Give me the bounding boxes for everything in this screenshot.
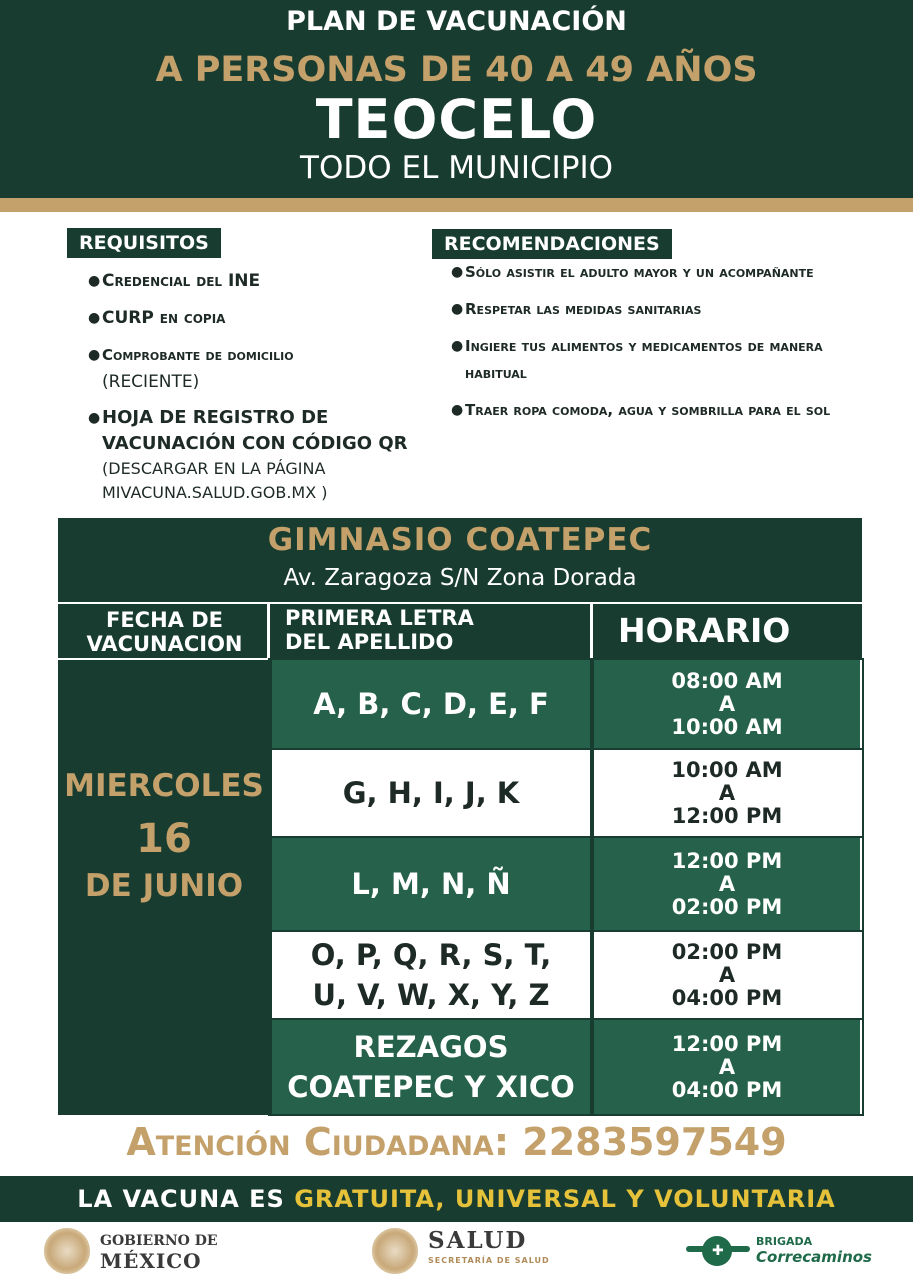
letters-cell: O, P, Q, R, S, T, U, V, W, X, Y, Z	[272, 932, 590, 1018]
citizen-attention-line	[0, 1120, 913, 1164]
schedule-table-header	[58, 604, 862, 658]
logo-strip	[0, 1222, 913, 1280]
age-group-title: A PERSONAS DE 40 A 49 AÑOS	[155, 50, 758, 90]
bullet-icon: ●	[451, 264, 464, 280]
date-month: DE JUNIO	[84, 868, 244, 904]
city-title: TEOCELO	[315, 88, 598, 151]
venue-address: Av. Zaragoza S/N Zona Dorada	[283, 565, 637, 591]
date-column-header: FECHA DE VACUNACION	[62, 604, 270, 658]
table-row	[272, 660, 862, 748]
list-item: ● CURP en copia	[88, 305, 433, 332]
letters-cell: REZAGOS COATEPEC Y XICO	[272, 1020, 590, 1114]
recomendaciones-heading: RECOMENDACIONES	[432, 229, 672, 259]
roadrunner-icon: ✚	[686, 1232, 750, 1268]
bullet-icon: ●	[451, 402, 464, 418]
time-cell: 02:00 PM A 04:00 PM	[594, 932, 860, 1018]
date-weekday: MIERCOLES	[64, 768, 264, 804]
brigada-correcaminos-logo: ✚ BRIGADA Correcaminos	[686, 1232, 872, 1268]
table-row	[272, 748, 862, 838]
table-row	[272, 838, 862, 930]
letter-column-header: PRIMERA LETRA DEL APELLIDO	[273, 604, 593, 658]
list-item: ● Comprobante de domicilio (RECIENTE)	[88, 342, 433, 395]
gobierno-mexico-logo: GOBIERNO DE MÉXICO	[44, 1228, 218, 1274]
scope-subtitle: TODO EL MUNICIPIO	[300, 150, 613, 186]
column-divider	[590, 658, 594, 1116]
letters-cell: G, H, I, J, K	[272, 750, 590, 836]
bullet-icon: ●	[451, 338, 464, 354]
recomendaciones-list	[451, 259, 871, 434]
venue-banner	[58, 518, 862, 602]
hour-column-header: HORARIO	[618, 611, 791, 650]
bullet-icon: ●	[88, 273, 101, 289]
list-item: ● HOJA DE REGISTRO DE VACUNACIÓN CON CÓDIGO QR (DESCARGAR EN LA PÁGINA MIVACUNA.SALUD.GOB.MX )	[88, 407, 408, 502]
plan-title: PLAN DE VACUNACIÓN	[286, 6, 627, 37]
time-cell: 12:00 PM A 04:00 PM	[594, 1020, 860, 1114]
bullet-icon: ●	[451, 301, 464, 317]
bullet-icon: ●	[88, 347, 101, 363]
letters-cell: L, M, N, Ñ	[272, 838, 590, 930]
header-divider	[0, 198, 913, 212]
list-item: ● Respetar las medidas sanitarias	[451, 296, 871, 323]
bullet-icon: ●	[88, 410, 101, 426]
bullet-icon: ●	[88, 310, 101, 326]
list-item: ● Sólo asistir el adulto mayor y un acompañante	[451, 259, 871, 286]
date-number: 16	[136, 816, 192, 862]
atencion-label: Atención Ciudadana:	[126, 1120, 510, 1164]
requisitos-heading: REQUISITOS	[67, 228, 221, 258]
venue-name: GIMNASIO COATEPEC	[267, 522, 653, 558]
header-banner	[0, 0, 913, 198]
time-cell: 12:00 PM A 02:00 PM	[594, 838, 860, 930]
requisitos-list	[88, 268, 433, 515]
table-row	[272, 1020, 862, 1114]
national-seal-icon	[44, 1228, 90, 1274]
letters-cell: A, B, C, D, E, F	[272, 660, 590, 748]
phone-number: 2283597549	[522, 1120, 787, 1164]
list-item: ● Credencial del INE	[88, 268, 433, 295]
national-seal-icon	[372, 1228, 418, 1274]
time-cell: 08:00 AM A 10:00 AM	[594, 660, 860, 748]
vaccination-date-cell	[58, 660, 270, 1115]
salud-logo: SALUD SECRETARÍA DE SALUD	[372, 1228, 550, 1274]
list-item: ● Traer ropa comoda, agua y sombrilla para el sol	[451, 397, 871, 424]
table-row	[272, 930, 862, 1020]
vaccine-tagline: LA VACUNA ES GRATUITA, UNIVERSAL Y VOLUNTARIA	[0, 1176, 913, 1222]
time-cell: 10:00 AM A 12:00 PM	[594, 750, 860, 836]
list-item: ● Ingiere tus alimentos y medicamentos de manera habitual	[451, 333, 871, 387]
